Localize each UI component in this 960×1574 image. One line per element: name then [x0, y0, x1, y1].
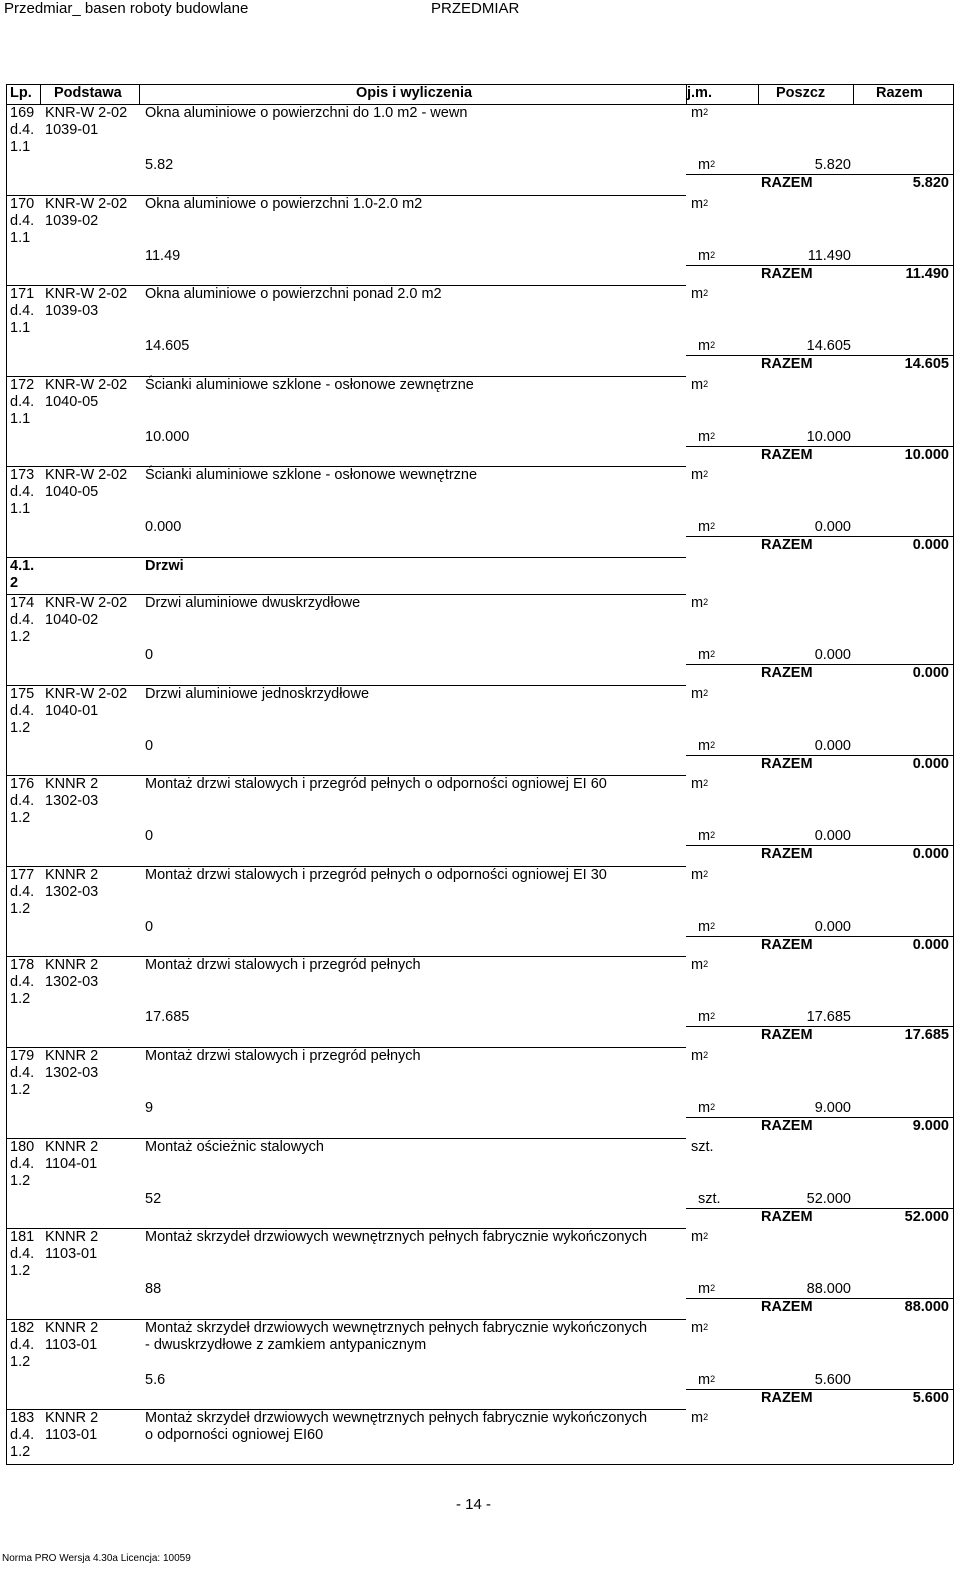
header-separator — [686, 84, 687, 104]
section-number: 2 — [10, 575, 19, 591]
partial-value: 88.000 — [806, 1281, 851, 1298]
section-title-drzwi: Drzwi — [145, 558, 184, 574]
basis-code: KNNR 2 — [45, 866, 99, 883]
unit-of-measure: $m^2$ — [691, 286, 709, 303]
header-separator — [758, 84, 759, 104]
basis-code: 1040-05 — [45, 484, 99, 501]
item-description: Montaż skrzydeł drzwiowych wewnętrznych pełnych fabrycznie wykończonych — [145, 1410, 648, 1427]
partial-line — [686, 265, 953, 266]
unit-of-measure: $m^2$ — [691, 105, 709, 121]
razem-label: RAZEM — [761, 755, 813, 772]
partial-line — [686, 1298, 953, 1299]
item-description: Drzwi aluminiowe jednoskrzydłowe — [145, 685, 370, 702]
calculation-unit: $m^2$ — [698, 647, 716, 663]
position-number: 172 — [10, 376, 35, 393]
position-number: d.4. — [10, 612, 35, 628]
calculation-value: 5.82 — [145, 157, 174, 173]
calculation-value: 0 — [145, 918, 154, 935]
unit-of-measure: $m^2$ — [691, 595, 709, 611]
item-description: Ścianki aluminiowe szklone - osłonowe zewnętrzne — [145, 376, 474, 393]
basis-code: KNR-W 2-02 — [45, 595, 128, 611]
position-number: 1.1 — [10, 320, 31, 337]
basis-code: 1040-01 — [45, 702, 99, 719]
calculation-unit: $m^2$ — [698, 1009, 716, 1026]
col-header-opis: Opis i wyliczenia — [356, 85, 473, 101]
position-number: d.4. — [10, 1336, 35, 1353]
partial-value: 14.605 — [806, 338, 851, 355]
item-description: Montaż drzwi stalowych i przegród pełnych — [145, 957, 421, 974]
position-number: 176 — [10, 776, 35, 793]
total-value: 5.820 — [912, 175, 949, 191]
razem-label: RAZEM — [761, 936, 813, 953]
position-number: 1.2 — [10, 991, 31, 1008]
razem-label: RAZEM — [761, 1027, 813, 1044]
position-number: 178 — [10, 957, 35, 974]
item-description: Okna aluminiowe o powierzchni ponad 2.0 m2 — [145, 286, 442, 303]
header-separator — [139, 84, 140, 104]
partial-value: 11.490 — [807, 247, 851, 264]
razem-label: RAZEM — [761, 1389, 813, 1406]
basis-code: KNR-W 2-02 — [45, 685, 128, 702]
basis-code: 1104-01 — [45, 1155, 98, 1172]
position-number: 1.2 — [10, 900, 31, 917]
total-value: 10.000 — [904, 446, 949, 463]
calculation-value: 0.000 — [145, 519, 182, 536]
position-number: d.4. — [10, 1427, 35, 1444]
partial-value: 0.000 — [814, 918, 851, 935]
calculation-unit: $m^2$ — [698, 247, 716, 264]
item-description: Montaż skrzydeł drzwiowych wewnętrznych pełnych fabrycznie wykończonych — [145, 1319, 648, 1336]
position-number: d.4. — [10, 974, 35, 991]
item-description: Okna aluminiowe o powierzchni do 1.0 m2 - wewn — [145, 105, 468, 121]
basis-code: 1302-03 — [45, 1065, 99, 1081]
position-number: d.4. — [10, 702, 35, 719]
basis-code: KNR-W 2-02 — [45, 376, 128, 393]
table-right-border — [953, 84, 954, 1464]
col-header-lp: Lp. — [10, 85, 32, 101]
row-separator — [6, 1138, 686, 1139]
position-number: 1.2 — [10, 719, 31, 736]
position-number: 169 — [10, 105, 35, 121]
position-number: d.4. — [10, 1155, 35, 1172]
calculation-unit: $m^2$ — [698, 1371, 716, 1388]
calculation-unit: $m^2$ — [698, 519, 716, 536]
col-header-razem: Razem — [876, 85, 923, 101]
calculation-value: 14.605 — [145, 338, 190, 355]
position-number: 1.2 — [10, 1082, 31, 1098]
basis-code: KNR-W 2-02 — [45, 195, 128, 212]
section-number: 4.1. — [10, 558, 35, 574]
position-number: d.4. — [10, 1065, 35, 1081]
calculation-unit: $m^2$ — [698, 828, 716, 845]
basis-code: 1103-01 — [45, 1336, 98, 1353]
calculation-value: 88 — [145, 1281, 162, 1298]
basis-code: 1039-02 — [45, 212, 99, 229]
basis-code: KNNR 2 — [45, 776, 99, 793]
position-number: 173 — [10, 467, 35, 484]
partial-line — [686, 664, 953, 665]
item-description: o odporności ogniowej EI60 — [145, 1427, 324, 1444]
estimate-table — [6, 84, 953, 1464]
calculation-unit: szt. — [698, 1190, 721, 1207]
partial-value: 0.000 — [814, 519, 851, 536]
calculation-unit: $m^2$ — [698, 1281, 716, 1298]
razem-label: RAZEM — [761, 1208, 813, 1225]
partial-value: 0.000 — [814, 828, 851, 845]
partial-value: 17.685 — [806, 1009, 851, 1026]
header-separator — [853, 84, 854, 104]
position-number: 1.1 — [10, 410, 31, 427]
basis-code: KNR-W 2-02 — [45, 467, 128, 484]
position-number: 181 — [10, 1229, 35, 1246]
partial-line — [686, 536, 953, 537]
position-number: 1.2 — [10, 1353, 31, 1370]
calculation-unit: $m^2$ — [698, 428, 716, 445]
partial-line — [686, 1117, 953, 1118]
position-number: 1.2 — [10, 1444, 31, 1461]
calculation-unit: $m^2$ — [698, 157, 716, 173]
razem-label: RAZEM — [761, 446, 813, 463]
partial-value: 52.000 — [806, 1190, 851, 1207]
position-number: 183 — [10, 1410, 35, 1427]
total-value: 11.490 — [905, 265, 949, 282]
partial-value: 10.000 — [806, 428, 851, 445]
basis-code: 1039-03 — [45, 303, 99, 320]
position-number: 1.2 — [10, 629, 31, 645]
unit-of-measure: $m^2$ — [691, 1410, 709, 1427]
col-header-jm: j.m. — [687, 85, 712, 101]
partial-value: 0.000 — [814, 737, 851, 754]
basis-code: 1040-05 — [45, 393, 99, 410]
calculation-value: 0 — [145, 647, 154, 663]
total-value: 17.685 — [904, 1027, 949, 1044]
basis-code: 1040-02 — [45, 612, 99, 628]
position-number: d.4. — [10, 212, 35, 229]
unit-of-measure: $m^2$ — [691, 957, 709, 974]
position-number: 179 — [10, 1048, 35, 1064]
position-number: d.4. — [10, 393, 35, 410]
total-value: 0.000 — [912, 936, 949, 953]
item-description: Montaż drzwi stalowych i przegród pełnych o odporności ogniowej EI 30 — [145, 866, 607, 883]
position-number: 1.2 — [10, 1263, 31, 1280]
basis-code: 1302-03 — [45, 883, 99, 900]
item-description: - dwuskrzydłowe z zamkiem antypanicznym — [145, 1336, 427, 1353]
partial-value: 9.000 — [814, 1100, 851, 1116]
partial-value: 0.000 — [814, 647, 851, 663]
basis-code: 1302-03 — [45, 974, 99, 991]
calculation-unit: $m^2$ — [698, 338, 716, 355]
table-top-border — [6, 84, 953, 85]
position-number: 177 — [10, 866, 35, 883]
partial-line — [686, 845, 953, 846]
total-value: 14.605 — [904, 356, 949, 373]
total-value: 0.000 — [912, 665, 949, 681]
total-value: 0.000 — [912, 755, 949, 772]
razem-label: RAZEM — [761, 175, 813, 191]
position-number: 1.2 — [10, 810, 31, 827]
calculation-value: 5.6 — [145, 1371, 166, 1388]
unit-of-measure: $m^2$ — [691, 866, 709, 883]
unit-of-measure: $m^2$ — [691, 1048, 709, 1064]
total-value: 0.000 — [912, 537, 949, 554]
partial-value: 5.820 — [814, 157, 851, 173]
calculation-value: 17.685 — [145, 1009, 190, 1026]
total-value: 88.000 — [904, 1299, 949, 1316]
col-header-podstawa: Podstawa — [54, 85, 122, 101]
calculation-value: 10.000 — [145, 428, 190, 445]
position-number: d.4. — [10, 1246, 35, 1263]
position-number: d.4. — [10, 793, 35, 810]
position-number: 182 — [10, 1319, 35, 1336]
total-value: 5.600 — [912, 1389, 949, 1406]
partial-line — [686, 1389, 953, 1390]
partial-line — [686, 1208, 953, 1209]
unit-of-measure: $m^2$ — [691, 1229, 709, 1246]
item-description: Ścianki aluminiowe szklone - osłonowe wewnętrzne — [145, 467, 478, 484]
position-number: d.4. — [10, 303, 35, 320]
calculation-unit: $m^2$ — [698, 1100, 716, 1116]
item-description: Okna aluminiowe o powierzchni 1.0-2.0 m2 — [145, 195, 423, 212]
position-number: 170 — [10, 195, 35, 212]
basis-code: KNNR 2 — [45, 1048, 99, 1064]
header-separator — [40, 84, 41, 104]
calculation-unit: $m^2$ — [698, 918, 716, 935]
unit-of-measure: szt. — [691, 1138, 714, 1155]
basis-code: KNNR 2 — [45, 957, 99, 974]
partial-line — [686, 936, 953, 937]
calculation-value: 11.49 — [145, 247, 181, 264]
software-note: Norma PRO Wersja 4.30a Licencja: 10059 — [2, 1553, 191, 1564]
unit-of-measure: $m^2$ — [691, 685, 709, 702]
position-number: 175 — [10, 685, 35, 702]
page-number: - 14 - — [456, 1496, 492, 1513]
razem-label: RAZEM — [761, 537, 813, 554]
item-description: Montaż drzwi stalowych i przegród pełnych o odporności ogniowej EI 60 — [145, 776, 607, 793]
unit-of-measure: $m^2$ — [691, 776, 709, 793]
unit-of-measure: $m^2$ — [691, 467, 709, 484]
basis-code: KNNR 2 — [45, 1229, 99, 1246]
item-description: Montaż drzwi stalowych i przegród pełnych — [145, 1048, 421, 1064]
razem-label: RAZEM — [761, 1299, 813, 1316]
basis-code: KNR-W 2-02 — [45, 286, 128, 303]
partial-line — [686, 1026, 953, 1027]
partial-line — [686, 755, 953, 756]
total-value: 9.000 — [912, 1118, 949, 1134]
basis-code: 1103-01 — [45, 1427, 98, 1444]
position-number: 171 — [10, 286, 35, 303]
unit-of-measure: $m^2$ — [691, 1319, 709, 1336]
total-value: 0.000 — [912, 846, 949, 863]
col-header-poszcz: Poszcz — [776, 85, 826, 101]
basis-code: 1302-03 — [45, 793, 99, 810]
position-number: d.4. — [10, 122, 35, 138]
razem-label: RAZEM — [761, 665, 813, 681]
table-left-border — [6, 84, 7, 1464]
row-separator — [6, 557, 686, 558]
position-number: d.4. — [10, 883, 35, 900]
section-title: PRZEDMIAR — [431, 0, 520, 17]
calculation-value: 9 — [145, 1100, 154, 1116]
calculation-value: 52 — [145, 1190, 162, 1207]
position-number: 174 — [10, 595, 35, 611]
unit-of-measure: $m^2$ — [691, 195, 709, 212]
calculation-unit: $m^2$ — [698, 737, 716, 754]
basis-code: 1039-01 — [45, 122, 99, 138]
table-bottom-border — [6, 1464, 953, 1465]
razem-label: RAZEM — [761, 1118, 813, 1134]
unit-of-measure: $m^2$ — [691, 376, 709, 393]
basis-code: KNR-W 2-02 — [45, 105, 128, 121]
partial-line — [686, 174, 953, 175]
position-number: 1.1 — [10, 139, 31, 155]
razem-label: RAZEM — [761, 356, 813, 373]
razem-label: RAZEM — [761, 265, 813, 282]
partial-line — [686, 446, 953, 447]
item-description: Montaż ościeżnic stalowych — [145, 1138, 324, 1155]
position-number: d.4. — [10, 484, 35, 501]
position-number: 1.1 — [10, 501, 31, 518]
basis-code: KNNR 2 — [45, 1410, 99, 1427]
position-number: 180 — [10, 1138, 35, 1155]
razem-label: RAZEM — [761, 846, 813, 863]
calculation-value: 0 — [145, 737, 154, 754]
basis-code: KNNR 2 — [45, 1138, 99, 1155]
total-value: 52.000 — [904, 1208, 949, 1225]
position-number: 1.2 — [10, 1172, 31, 1189]
basis-code: 1103-01 — [45, 1246, 98, 1263]
position-number: 1.1 — [10, 229, 31, 246]
document-title: Przedmiar_ basen roboty budowlane — [4, 0, 249, 17]
basis-code: KNNR 2 — [45, 1319, 99, 1336]
partial-line — [686, 355, 953, 356]
item-description: Drzwi aluminiowe dwuskrzydłowe — [145, 595, 361, 611]
item-description: Montaż skrzydeł drzwiowych wewnętrznych pełnych fabrycznie wykończonych — [145, 1229, 648, 1246]
calculation-value: 0 — [145, 828, 154, 845]
partial-value: 5.600 — [814, 1371, 851, 1388]
